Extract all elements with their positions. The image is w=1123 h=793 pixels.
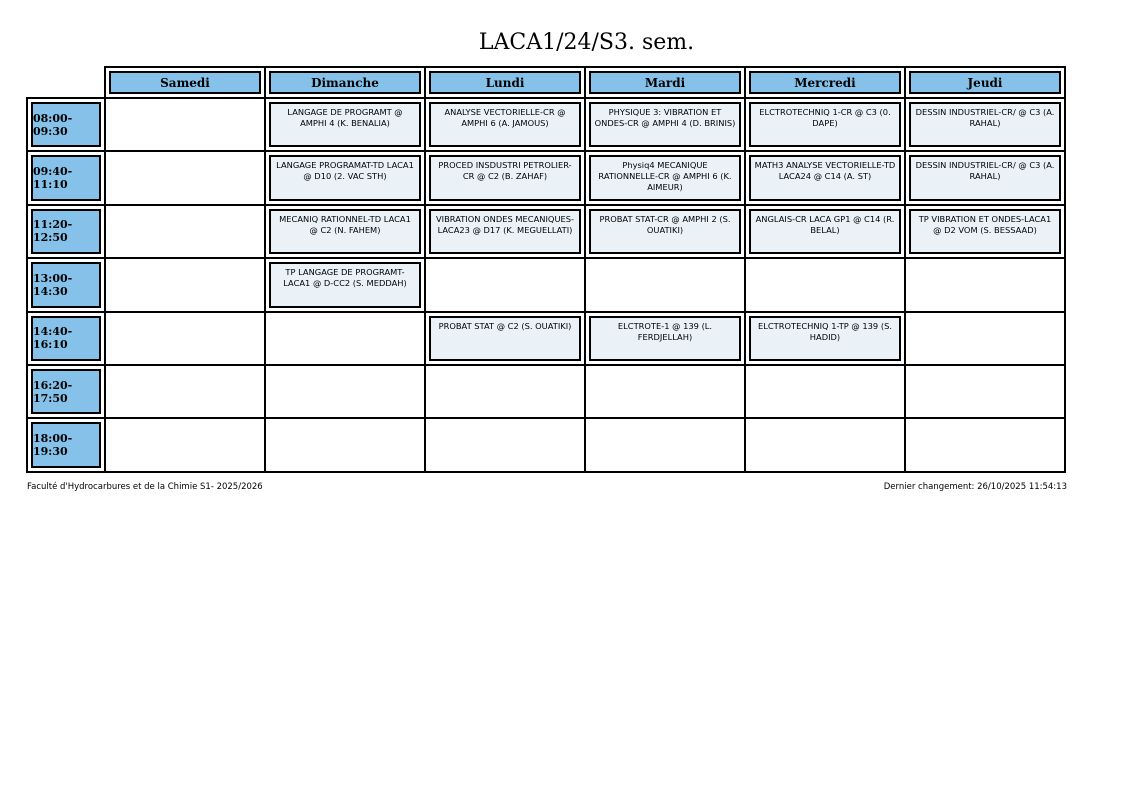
- schedule-cell: [586, 152, 746, 205]
- day-header-1: [266, 66, 426, 99]
- time-slot-header-5: [26, 366, 106, 419]
- schedule-cell: [746, 419, 906, 472]
- schedule-cell: [266, 206, 426, 259]
- schedule-cell: [746, 206, 906, 259]
- time-slot-label: 16:20-17:50: [31, 369, 101, 414]
- schedule-cell: [746, 152, 906, 205]
- schedule-cell: [106, 313, 266, 366]
- schedule-cell: [906, 313, 1066, 366]
- schedule-cell: [106, 419, 266, 472]
- schedule-cell: [746, 99, 906, 152]
- schedule-cell: [746, 313, 906, 366]
- schedule-cell: [426, 313, 586, 366]
- course-entry[interactable]: DESSIN INDUSTRIEL-CR/ @ C3 (A. RAHAL): [909, 102, 1061, 147]
- day-label: Lundi: [429, 71, 581, 94]
- page-title: LACA1/24/S3. sem.: [478, 30, 695, 55]
- day-label: Mercredi: [749, 71, 901, 94]
- schedule-cell: [906, 259, 1066, 312]
- schedule-cell: [426, 206, 586, 259]
- course-entry[interactable]: PROCED INSDUSTRI PETROLIER-CR @ C2 (B. ZAHAF): [429, 155, 581, 200]
- course-entry[interactable]: MATH3 ANALYSE VECTORIELLE-TD LACA24 @ C14 (A. ST): [749, 155, 901, 200]
- schedule-cell: [426, 366, 586, 419]
- schedule-cell: [266, 366, 426, 419]
- day-header-2: [426, 66, 586, 99]
- timetable-grid: [26, 66, 1066, 473]
- time-slot-header-3: [26, 259, 106, 312]
- schedule-cell: [106, 206, 266, 259]
- schedule-cell: [106, 259, 266, 312]
- schedule-cell: [586, 99, 746, 152]
- schedule-cell: [906, 366, 1066, 419]
- course-entry[interactable]: ANALYSE VECTORIELLE-CR @ AMPHI 6 (A. JAMOUS): [429, 102, 581, 147]
- time-slot-header-4: [26, 313, 106, 366]
- time-slot-label: 11:20-12:50: [31, 209, 101, 254]
- schedule-cell: [746, 259, 906, 312]
- day-header-4: [746, 66, 906, 99]
- day-header-3: [586, 66, 746, 99]
- course-entry[interactable]: MECANIQ RATIONNEL-TD LACA1 @ C2 (N. FAHEM): [269, 209, 421, 254]
- time-slot-header-6: [26, 419, 106, 472]
- schedule-cell: [586, 366, 746, 419]
- grid-corner: [26, 66, 106, 99]
- day-label: Dimanche: [269, 71, 421, 94]
- schedule-cell: [906, 206, 1066, 259]
- schedule-cell: [266, 419, 426, 472]
- time-slot-label: 18:00-19:30: [31, 422, 101, 467]
- time-slot-header-0: [26, 99, 106, 152]
- day-label: Jeudi: [909, 71, 1061, 94]
- day-header-0: [106, 66, 266, 99]
- course-entry[interactable]: VIBRATION ONDES MECANIQUES-LACA23 @ D17 (K. MEGUELLATI): [429, 209, 581, 254]
- time-slot-header-1: [26, 152, 106, 205]
- schedule-cell: [106, 99, 266, 152]
- time-slot-label: 08:00-09:30: [31, 102, 101, 147]
- course-entry[interactable]: TP VIBRATION ET ONDES-LACA1 @ D2 VOM (S. BESSAAD): [909, 209, 1061, 254]
- schedule-cell: [906, 152, 1066, 205]
- course-entry[interactable]: PHYSIQUE 3: VIBRATION ET ONDES-CR @ AMPHI 4 (D. BRINIS): [589, 102, 741, 147]
- schedule-cell: [106, 366, 266, 419]
- course-entry[interactable]: ANGLAIS-CR LACA GP1 @ C14 (R. BELAL): [749, 209, 901, 254]
- course-entry[interactable]: PROBAT STAT-CR @ AMPHI 2 (S. OUATIKI): [589, 209, 741, 254]
- schedule-cell: [586, 259, 746, 312]
- day-label: Samedi: [109, 71, 261, 94]
- day-label: Mardi: [589, 71, 741, 94]
- course-entry[interactable]: LANGAGE DE PROGRAMT @ AMPHI 4 (K. BENALIA): [269, 102, 421, 147]
- schedule-cell: [426, 419, 586, 472]
- schedule-cell: [906, 419, 1066, 472]
- course-entry[interactable]: ELCTROTE-1 @ 139 (L. FERDJELLAH): [589, 316, 741, 361]
- schedule-cell: [586, 419, 746, 472]
- day-header-5: [906, 66, 1066, 99]
- time-slot-label: 13:00-14:30: [31, 262, 101, 307]
- schedule-cell: [266, 313, 426, 366]
- course-entry[interactable]: PROBAT STAT @ C2 (S. OUATIKI): [429, 316, 581, 361]
- schedule-cell: [586, 313, 746, 366]
- course-entry[interactable]: ELCTROTECHNIQ 1-CR @ C3 (0. DAPE): [749, 102, 901, 147]
- footer-institution: Faculté d'Hydrocarbures et de la Chimie S1- 2025/2026: [27, 482, 263, 492]
- time-slot-label: 09:40-11:10: [31, 155, 101, 200]
- course-entry[interactable]: DESSIN INDUSTRIEL-CR/ @ C3 (A. RAHAL): [909, 155, 1061, 200]
- footer-last-modified: Dernier changement: 26/10/2025 11:54:13: [883, 482, 1067, 492]
- course-entry[interactable]: LANGAGE PROGRAMAT-TD LACA1 @ D10 (2. VAC STH): [269, 155, 421, 200]
- course-entry[interactable]: TP LANGAGE DE PROGRAMT-LACA1 @ D-CC2 (S. MEDDAH): [269, 262, 421, 307]
- schedule-cell: [746, 366, 906, 419]
- time-slot-label: 14:40-16:10: [31, 316, 101, 361]
- schedule-cell: [266, 99, 426, 152]
- time-slot-header-2: [26, 206, 106, 259]
- course-entry[interactable]: ELCTROTECHNIQ 1-TP @ 139 (S. HADID): [749, 316, 901, 361]
- schedule-cell: [426, 259, 586, 312]
- schedule-cell: [906, 99, 1066, 152]
- schedule-cell: [426, 99, 586, 152]
- schedule-cell: [106, 152, 266, 205]
- schedule-cell: [586, 206, 746, 259]
- course-entry[interactable]: Physiq4 MECANIQUE RATIONNELLE-CR @ AMPHI 6 (K. AIMEUR): [589, 155, 741, 200]
- schedule-cell: [266, 152, 426, 205]
- schedule-cell: [266, 259, 426, 312]
- schedule-cell: [426, 152, 586, 205]
